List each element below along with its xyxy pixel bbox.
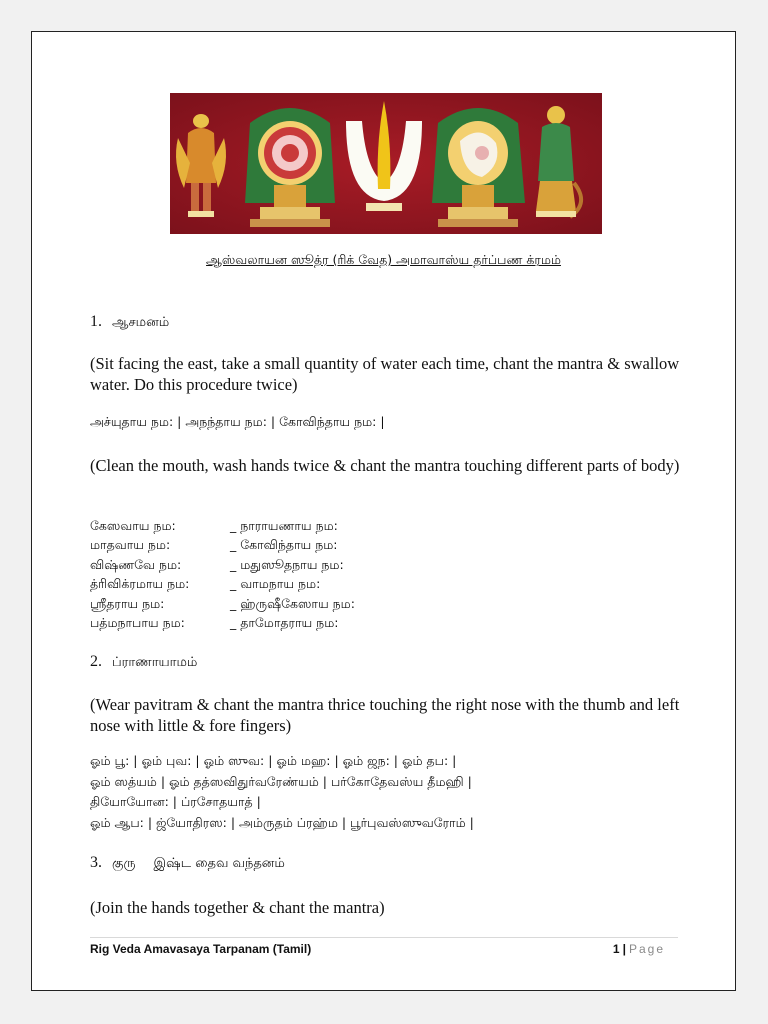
section-1-instruction: (Sit facing the east, take a small quantity of water each time, chant the mantra & swallow water. Do this procedure twice) [90, 354, 680, 394]
name-left: மாதவாய நம: [90, 537, 171, 553]
section-number: 1. [90, 313, 102, 330]
section-title-b: இஷ்ட தைவ வந்தனம் [153, 856, 285, 871]
page-separator: | [622, 942, 626, 956]
page-number: 1 [612, 942, 620, 956]
section-2-heading [90, 653, 197, 671]
section-3-instruction: (Join the hands together & chant the mantra) [90, 898, 385, 917]
section-2-instruction: (Wear pavitram & chant the mantra thrice touching the right nose with the thumb and left nose with little & fore fingers) [90, 695, 680, 735]
name-right: _ வாமநாய நம: [230, 576, 321, 592]
section-number: 2. [90, 653, 102, 670]
section-3-heading [90, 854, 285, 872]
footer-divider [90, 937, 678, 938]
name-right: _ தாமோதராய நம: [230, 614, 339, 630]
name-left: பத்மநாபாய நம: [90, 614, 185, 630]
banner-image [170, 93, 602, 234]
section-1-heading [90, 313, 169, 331]
name-right: _ ஹ்ருஷீகேஸாய நம: [230, 595, 355, 611]
section-title: ப்ராணாயாமம் [112, 655, 198, 670]
mantra-line: தியோயோன: | ப்ரசோதயாத் | [90, 794, 261, 809]
achamanam-mantra: அச்யுதாய நம: | அநந்தாய நம: | கோவிந்தாய நம: | [90, 414, 385, 429]
name-right: _ மதுஸூதநாய நம: [230, 556, 344, 572]
section-title-a: குரு [112, 856, 136, 871]
footer-title: Rig Veda Amavasaya Tarpanam (Tamil) [90, 942, 312, 956]
section-1-instruction-2: (Clean the mouth, wash hands twice & chant the mantra touching different parts of body) [90, 456, 680, 475]
document-title: ஆஸ்வலாயன ஸூத்ர (ரிக் வேத) அமாவாஸ்ய தர்ப்பண க்ரமம் [206, 252, 561, 267]
mantra-line: ஓம் ஆப: | ஜ்யோதிரஸ: | அம்ருதம் ப்ரஹ்ம | பூர்புவஸ்ஸுவரோம் | [90, 814, 474, 830]
name-left: ஸ்ரீதராய நம: [90, 595, 165, 611]
section-title: ஆசமனம் [112, 315, 170, 330]
document-page [31, 31, 736, 991]
pranayamam-mantra [90, 751, 474, 833]
section-number: 3. [90, 854, 102, 871]
name-right: _ நாராயணாய நம: [230, 518, 338, 533]
name-left: விஷ்ணவே நம: [90, 556, 182, 572]
page-indicator [613, 942, 665, 956]
name-right: _ கோவிந்தாய நம: [230, 537, 338, 553]
page-label: Page [628, 942, 665, 956]
name-left: கேஸவாய நம: [90, 518, 176, 533]
mantra-line: ஓம் பூ: | ஓம் புவ: | ஓம் ஸுவ: | ஓம் மஹ: | ஓம் ஜந: | ஓம் தப: | [90, 753, 457, 768]
name-left: த்ரிவிக்ரமாய நம: [90, 576, 190, 592]
mantra-line: ஓம் ஸத்யம் | ஓம் தத்ஸவிதுர்வரேண்யம் | பர்கோதேவஸ்ய தீமஹி | [90, 773, 472, 789]
